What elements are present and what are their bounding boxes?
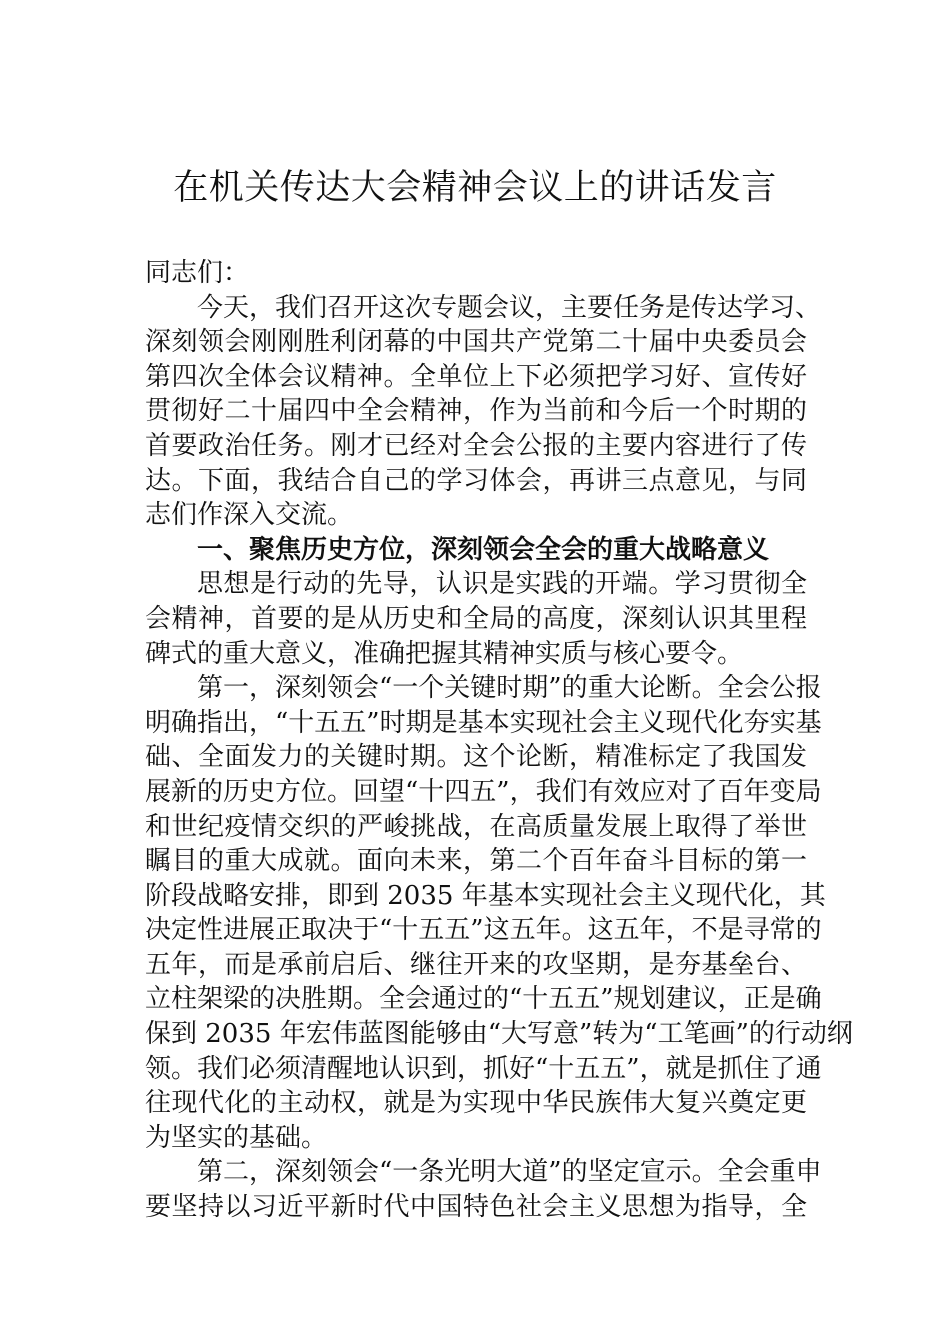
text-line: 贯彻好二十届四中全会精神，作为当前和今后一个时期的 (145, 396, 807, 427)
text-line: 第一，深刻领会“一个关键时期”的重大论断。全会公报 (197, 673, 822, 704)
text-line: 展新的历史方位。回望“十四五”，我们有效应对了百年变局 (145, 776, 822, 807)
text-line: 五年，而是承前启后、继往开来的攻坚期，是夯基垒台、 (145, 949, 807, 980)
text-line: 同志们： (145, 258, 250, 288)
text-line: 立柱架梁的决胜期。全会通过的“十五五”规划建议，正是确 (145, 984, 822, 1015)
text-line: 为坚实的基础。 (145, 1122, 328, 1153)
text-line: 明确指出，“十五五”时期是基本实现社会主义现代化夯实基 (145, 707, 822, 738)
text-line: 第四次全体会议精神。全单位上下必须把学习好、宣传好 (145, 361, 807, 392)
text-line: 阶段战略安排，即到 2035 年基本实现社会主义现代化，其 (145, 880, 826, 911)
text-line: 达。下面，我结合自己的学习体会，再讲三点意见，与同 (145, 465, 807, 496)
text-line: 决定性进展正取决于“十五五”这五年。这五年，不是寻常的 (145, 915, 822, 946)
text-line: 碑式的重大意义，准确把握其精神实质与核心要令。 (145, 638, 744, 669)
text-line: 思想是行动的先导，认识是实践的开端。学习贯彻全 (197, 569, 807, 600)
text-line: 第二，深刻领会“一条光明大道”的坚定宣示。全会重申 (197, 1157, 822, 1188)
text-line: 础、全面发力的关键时期。这个论断，精准标定了我国发 (145, 742, 807, 773)
text-line: 往现代化的主动权，就是为实现中华民族伟大复兴奠定更 (145, 1088, 807, 1119)
text-line: 保到 2035 年宏伟蓝图能够由“大写意”转为“工笔画”的行动纲 (145, 1019, 853, 1050)
text-line: 领。我们必须清醒地认识到，抓好“十五五”，就是抓住了通 (145, 1053, 822, 1084)
text-line: 今天，我们召开这次专题会议，主要任务是传达学习、 (197, 292, 822, 323)
text-line: 深刻领会刚刚胜利闭幕的中国共产党第二十届中央委员会 (145, 327, 807, 358)
text-line: 会精神，首要的是从历史和全局的高度，深刻认识其里程 (145, 603, 807, 634)
text-line: 瞩目的重大成就。面向未来，第二个百年奋斗目标的第一 (145, 846, 807, 877)
section-heading: 一、聚焦历史方位，深刻领会全会的重大战略意义 (197, 534, 770, 565)
text-line: 和世纪疫情交织的严峻挑战，在高质量发展上取得了举世 (145, 811, 807, 842)
document-body (145, 256, 853, 1225)
text-line: 要坚持以习近平新时代中国特色社会主义思想为指导，全 (145, 1192, 807, 1223)
text-line: 志们作深入交流。 (145, 500, 354, 531)
document-title: 在机关传达大会精神会议上的讲话发言 (173, 168, 777, 208)
text-line: 首要政治任务。刚才已经对全会公报的主要内容进行了传 (145, 430, 807, 461)
